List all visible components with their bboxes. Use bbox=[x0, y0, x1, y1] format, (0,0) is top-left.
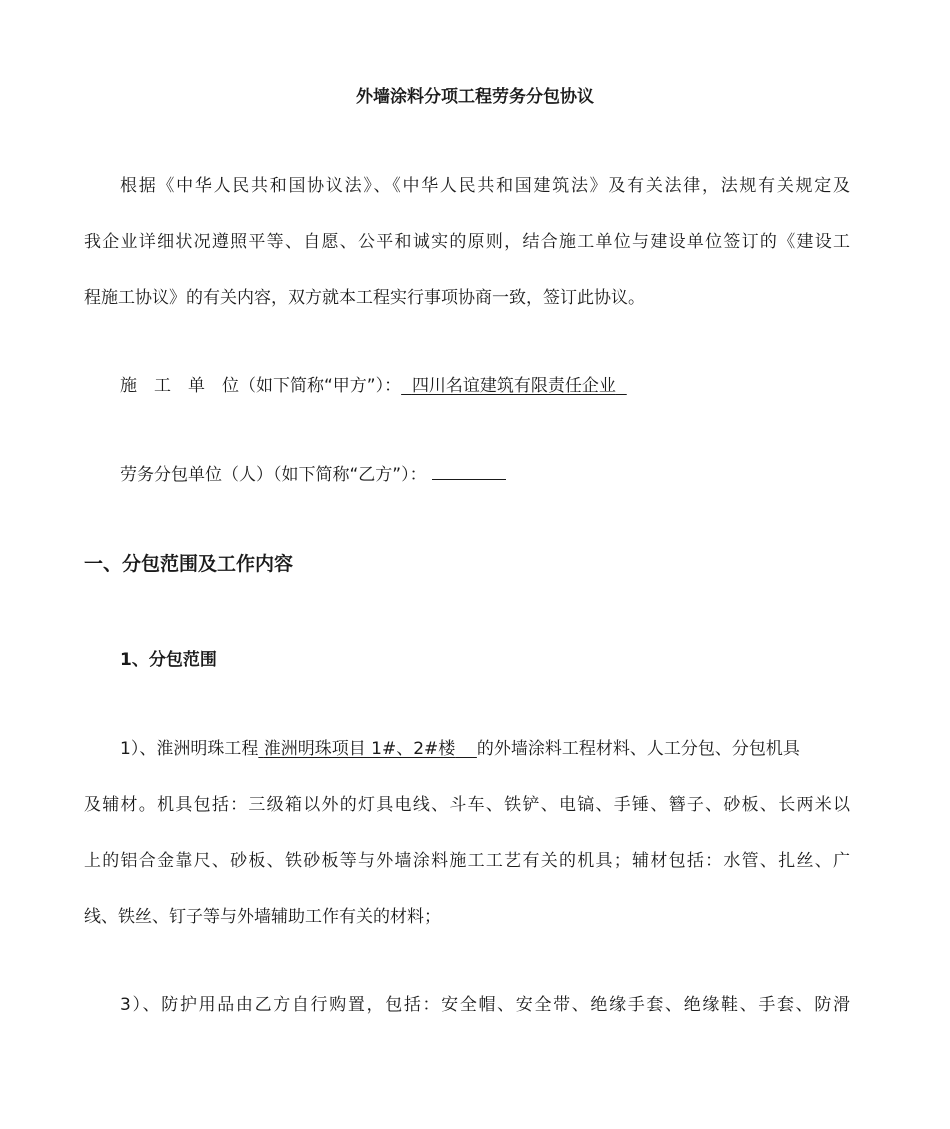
item-3-line-1: 3）、防护用品由乙方自行购置，包括：安全帽、安全带、绝缘手套、绝缘鞋、手套、防滑 bbox=[120, 995, 850, 1015]
party-a-value: 四川名谊建筑有限责任企业 bbox=[411, 376, 616, 396]
item-1-rest: 的外墙涂料工程材料、人工分包、分包机具 bbox=[476, 739, 800, 759]
page-title: 外墙涂料分项工程劳务分包协议 bbox=[356, 87, 594, 107]
item-1-line-1 bbox=[120, 738, 800, 760]
item-1-prefix: 1）、淮洲明珠工程 bbox=[120, 739, 259, 759]
item-1-line-4: 线、铁丝、钉子等与外墙辅助工作有关的材料； bbox=[84, 907, 441, 927]
party-a-label-char: 施 bbox=[120, 376, 137, 396]
intro-line-2: 我企业详细状况遵照平等、自愿、公平和诚实的原则，结合施工单位与建设单位签订的《建设工 bbox=[84, 232, 850, 252]
party-a-label-char: 位 bbox=[222, 376, 239, 396]
party-a-label-suffix: （如下简称“甲方”）： bbox=[239, 376, 402, 396]
party-a-label-char: 工 bbox=[154, 376, 171, 396]
item-1-line-3: 上的铝合金靠尺、砂板、铁砂板等与外墙涂料施工工艺有关的机具；辅材包括：水管、扎丝、广 bbox=[84, 851, 850, 871]
subsection-1-heading: 1、分包范围 bbox=[120, 650, 217, 670]
party-a-row bbox=[120, 375, 627, 397]
intro-line-1: 根据《中华人民共和国协议法》、《中华人民共和国建筑法》及有关法律，法规有关规定及 bbox=[120, 176, 850, 196]
party-b-row bbox=[120, 464, 506, 486]
item-1-project: 淮洲明珠项目 1#、2#楼 bbox=[263, 739, 456, 759]
party-b-value-blank bbox=[432, 465, 506, 480]
item-1-line-2: 及辅材。机具包括：三级箱以外的灯具电线、斗车、铁铲、电镐、手锤、簪子、砂板、长两米以 bbox=[84, 795, 850, 815]
party-a-label-char: 单 bbox=[188, 376, 205, 396]
intro-line-3: 程施工协议》的有关内容，双方就本工程实行事项协商一致，签订此协议。 bbox=[84, 288, 645, 308]
party-b-label: 劳务分包单位（人）（如下简称“乙方”）： bbox=[120, 465, 427, 485]
section-1-heading: 一、分包范围及工作内容 bbox=[84, 553, 294, 575]
